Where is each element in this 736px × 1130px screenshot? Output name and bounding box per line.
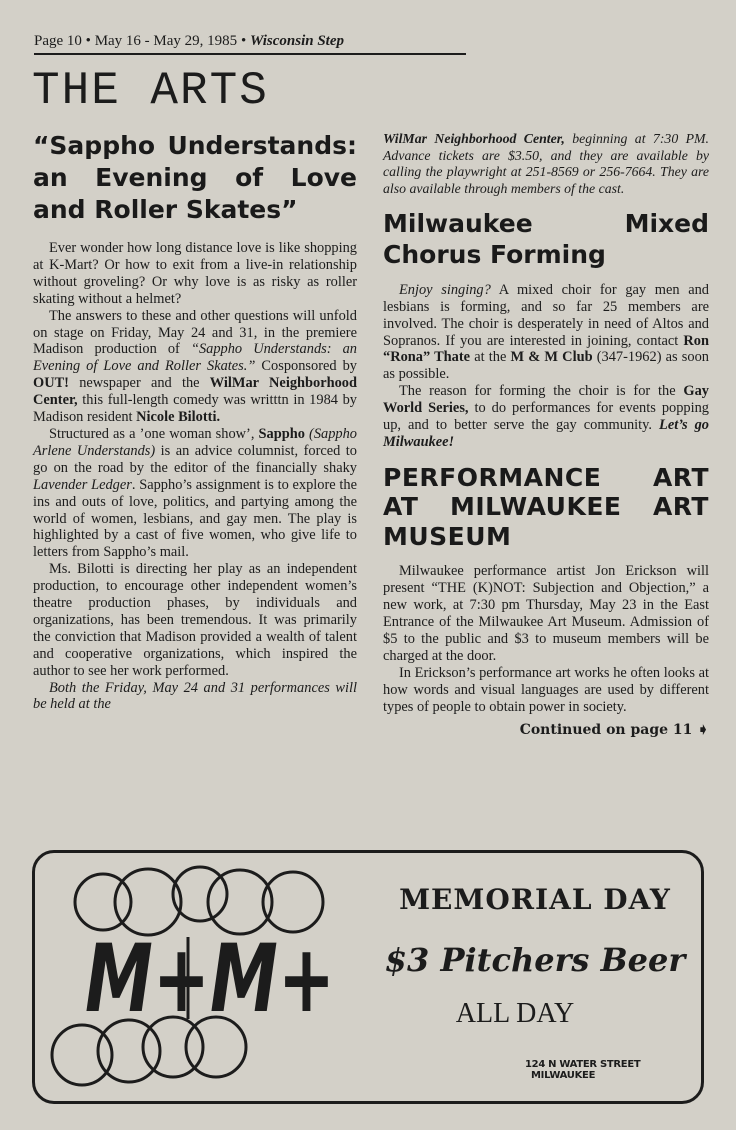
text-run: Cosponsored by: [255, 358, 357, 375]
sappho-paragraph-5-cont: [383, 131, 709, 198]
publication-name: Wisconsin Step: [249, 33, 345, 49]
text-run: . Sappho’s assignment is to explore the ins and outs of love, politics, and partying among the world of women, lesbians, and gay men. The play is highlighted by a cast of five women, who give life to letters from Sappho’s mail.: [33, 476, 358, 561]
text-run: Enjoy singing?: [399, 281, 491, 298]
play-title: “Sappho Understands: an Evening of Love and Roller Skates.”: [33, 341, 358, 375]
sappho-paragraph-1: Ever wonder how long distance love is like shopping at K-Mart? Or how to exit from a live-in relationship without groveling? Or why love is as risky as roller skating without a helmet?: [33, 240, 357, 307]
page-number: Page 10: [34, 33, 82, 49]
text-run: The answers to these and other questions will unfold on stage on Friday, May 24 and 31, in the premiere Madison production of: [33, 307, 357, 358]
author-name: Nicole Bilotti.: [136, 409, 221, 426]
issue-dates: May 16 - May 29, 1985: [94, 33, 238, 49]
address-street: 124 N WATER STREET: [525, 1059, 641, 1070]
wilmar-center: WilMar Neighborhood Center,: [33, 375, 357, 409]
chorus-paragraph-2: [383, 383, 709, 451]
chorus-paragraph-1: [383, 282, 709, 383]
sappho-paragraph-2: [33, 308, 357, 426]
club-name: M & M Club: [510, 349, 593, 366]
m-and-m-logo: [45, 857, 351, 1097]
text-run: (347-1962) as soon as possible.: [383, 349, 709, 383]
ad-all-day: ALL DAY: [455, 998, 575, 1029]
text-run: Structured as a ’one woman show’,: [49, 425, 259, 442]
lavender-ledger: Lavender Ledger: [33, 476, 132, 493]
text-run: newspaper and the: [68, 375, 210, 392]
text-run: A mixed choir for gay men and lesbians is forming, and so far 25 members are involved. The choir is desperately in need of Altos and Sopranos. If you are interested in joining, contact: [383, 281, 709, 349]
text-run: Both the Friday, May 24 and 31 performances will be held at the: [33, 679, 357, 713]
ad-memorial-day: MEMORIAL DAY: [399, 883, 671, 916]
text-run: is an advice columnist, forced to go on the road by the editor of the financially shaky: [33, 442, 357, 476]
ad-address: [525, 1059, 665, 1081]
logo-text: M+M+: [85, 925, 335, 1034]
sappho-name: Sappho: [258, 425, 305, 442]
chorus-headline: Milwaukee Mixed Chorus Forming: [383, 208, 709, 269]
performance-paragraph-1: Milwaukee performance artist Jon Erickson will present “THE (K)NOT: Subjection and Objection,” a new work, at 7:30 pm Thursday, May 23 in the East Entrance of the Milwaukee Art Museum. Admission of $5 to the public and $3 to museum members will be charged at the door.: [383, 563, 709, 664]
sappho-headline: “Sappho Understands: an Evening of Love and Roller Skates”: [33, 131, 357, 224]
performance-paragraph-2: In Erickson’s performance art works he often looks at how words and visual languages are used by different types of people to obtain power in society.: [383, 664, 709, 715]
page-header: [34, 33, 466, 55]
ad-pitchers-beer: $3 Pitchers Beer: [384, 941, 686, 979]
sappho-paragraph-4: Ms. Bilotti is directing her play as an independent production, to encourage other independent women’s theatre production phases, by individuals and organizations, has been tremendous. It was primarily the conviction that Madison provided a wealth of talent and cooperative organizations, which inspired the author to see her work performed.: [33, 561, 357, 679]
sappho-paragraph-3: [33, 426, 357, 561]
left-column: [33, 130, 357, 713]
out-newspaper: OUT!: [33, 375, 69, 392]
sappho-full-name: (Sappho Arlene Understands): [33, 425, 358, 459]
gay-world-series: Gay World Series,: [383, 383, 709, 417]
right-arrow-icon: ➧: [697, 721, 709, 738]
contact-name: Ron “Rona” Thate: [383, 332, 709, 366]
wilmar-center: WilMar Neighborhood Center,: [383, 131, 565, 146]
text-run: beginning at 7:30 PM. Advance tickets are $3.50, and they are available by calling the playwright at 251-8569 or 256-7664. They are also available through members of the cast.: [383, 131, 709, 197]
address-city: MILWAUKEE: [531, 1070, 596, 1081]
logo-circle: [75, 874, 131, 930]
sappho-paragraph-5-start: [33, 680, 357, 714]
performance-art-headline: PERFORMANCE ART AT MILWAUKEE ART MUSEUM: [383, 462, 709, 551]
header-bullet: •: [240, 33, 250, 49]
section-title: THE ARTS: [32, 65, 269, 117]
text-run: at the: [470, 349, 511, 366]
header-bullet: •: [85, 33, 95, 49]
text-run: to do performances for events popping up, and to better serve the gay community.: [383, 400, 709, 434]
advertisement: [32, 850, 704, 1104]
continued-link[interactable]: [383, 722, 709, 739]
cheer-text: Let’s go Milwaukee!: [383, 417, 709, 450]
text-run: this full-length comedy was writttn in 1984 by Madison resident: [33, 392, 357, 426]
right-column: [383, 131, 709, 738]
text-run: The reason for forming the choir is for the: [399, 383, 684, 400]
continued-text: Continued on page 11: [519, 721, 693, 738]
